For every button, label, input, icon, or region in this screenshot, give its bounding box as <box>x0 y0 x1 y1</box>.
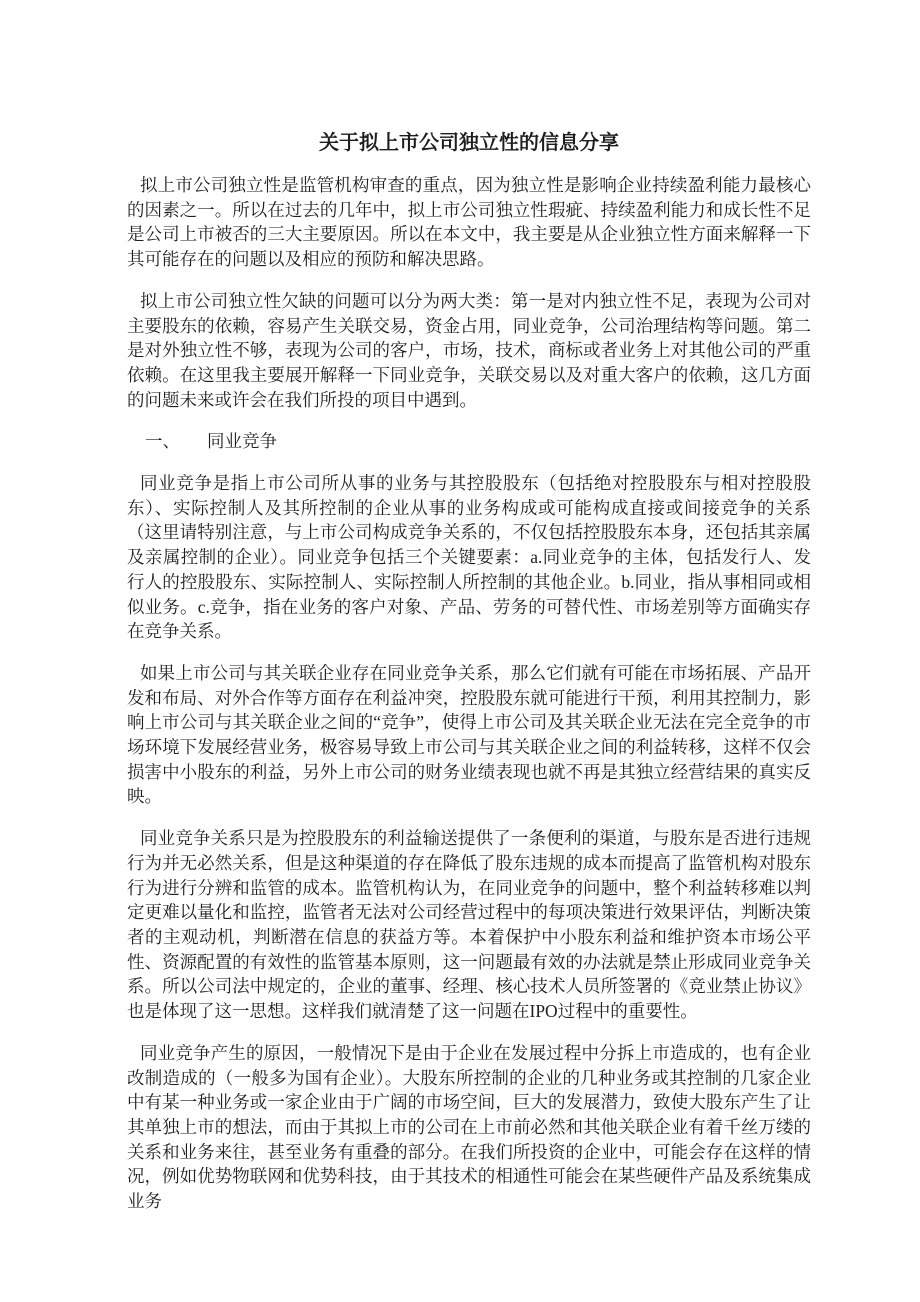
intro-paragraph-1: 拟上市公司独立性是监管机构审查的重点，因为独立性是影响企业持续盈利能力最核心的因素之一。所以在过去的几年中，拟上市公司独立性瑕疵、持续盈利能力和成长性不足是公司上市被否的三大主要原因。所以在本文中，我主要是从企业独立性方面来解释一下其可能存在的问题以及相应的预防和解决思路。 <box>127 175 811 270</box>
document-title: 关于拟上市公司独立性的信息分享 <box>319 132 619 154</box>
section-paragraph-2: 如果上市公司与其关联企业存在同业竞争关系，那么它们就有可能在市场拓展、产品开发和布局、对外合作等方面存在利益冲突，控股股东就可能进行干预，利用其控制力，影响上市公司与其关联企业之间的“竞争”，使得上市公司及其关联企业无法在完全竞争的市场环境下发展经营业务，极容易导致上市公司与其关联企业之间的利益转移，这样不仅会损害中小股东的利益，另外上市公司的财务业绩表现也就不再是其独立经营结果的真实反映。 <box>127 662 811 807</box>
section-paragraph-4: 同业竞争产生的原因，一般情况下是由于企业在发展过程中分拆上市造成的，也有企业改制造成的（一般多为国有企业）。大股东所控制的企业的几种业务或其控制的几家企业中有某一种业务或一家企业由于广阔的市场空间，巨大的发展潜力，致使大股东产生了让其单独上市的想法，而由于其拟上市的公司在上市前必然和其他关联企业有着千丝万缕的关系和业务来往，甚至业务有重叠的部分。在我们所投资的企业中，可能会存在这样的情况，例如优势物联网和优势科技，由于其技术的相通性可能会在某些硬件产品及系统集成业务 <box>127 1042 811 1212</box>
document-content <box>127 130 811 1214</box>
section-paragraph-1: 同业竞争是指上市公司所从事的业务与其控股股东（包括绝对控股股东与相对控股股东）、实际控制人及其所控制的企业从事的业务构成或可能构成直接或间接竞争的关系（这里请特别注意，与上市公司构成竞争关系的，不仅包括控股股东本身，还包括其亲属及亲属控制的企业）。同业竞争包括三个关键要素：a.同业竞争的主体，包括发行人、发行人的控股股东、实际控制人、实际控制人所控制的其他企业。b.同业，指从事相同或相似业务。c.竞争，指在业务的客户对象、产品、劳务的可替代性、市场差别等方面确实存在竞争关系。 <box>127 473 811 642</box>
section-number: 一、 <box>145 431 180 452</box>
section-paragraph-3: 同业竞争关系只是为控股股东的利益输送提供了一条便利的渠道，与股东是否进行违规行为并无必然关系，但是这种渠道的存在降低了股东违规的成本而提高了监管机构对股东行为进行分辨和监管的成本。监管机构认为，在同业竞争的问题中，整个利益转移难以判定更难以量化和监控，监管者无法对公司经营过程中的每项决策进行效果评估，判断决策者的主观动机，判断潜在信息的获益方等。本着保护中小股东利益和维护资本市场公平性、资源配置的有效性的监管基本原则，这一问题最有效的办法就是禁止形成同业竞争关系。所以公司法中规定的，企业的董事、经理、核心技术人员所签署的《竞业禁止协议》也是体现了这一思想。这样我们就清楚了这一问题在IPO过程中的重要性。 <box>127 828 811 1022</box>
section-title: 同业竞争 <box>207 431 277 452</box>
intro-paragraph-2: 拟上市公司独立性欠缺的问题可以分为两大类：第一是对内独立性不足，表现为公司对主要股东的依赖，容易产生关联交易，资金占用，同业竞争，公司治理结构等问题。第二是对外独立性不够，表现为公司的客户，市场，技术，商标或者业务上对其他公司的严重依赖。在这里我主要展开解释一下同业竞争，关联交易以及对重大客户的依赖，这几方面的问题未来或许会在我们所投的项目中遇到。 <box>127 290 811 410</box>
section-heading <box>127 429 811 454</box>
